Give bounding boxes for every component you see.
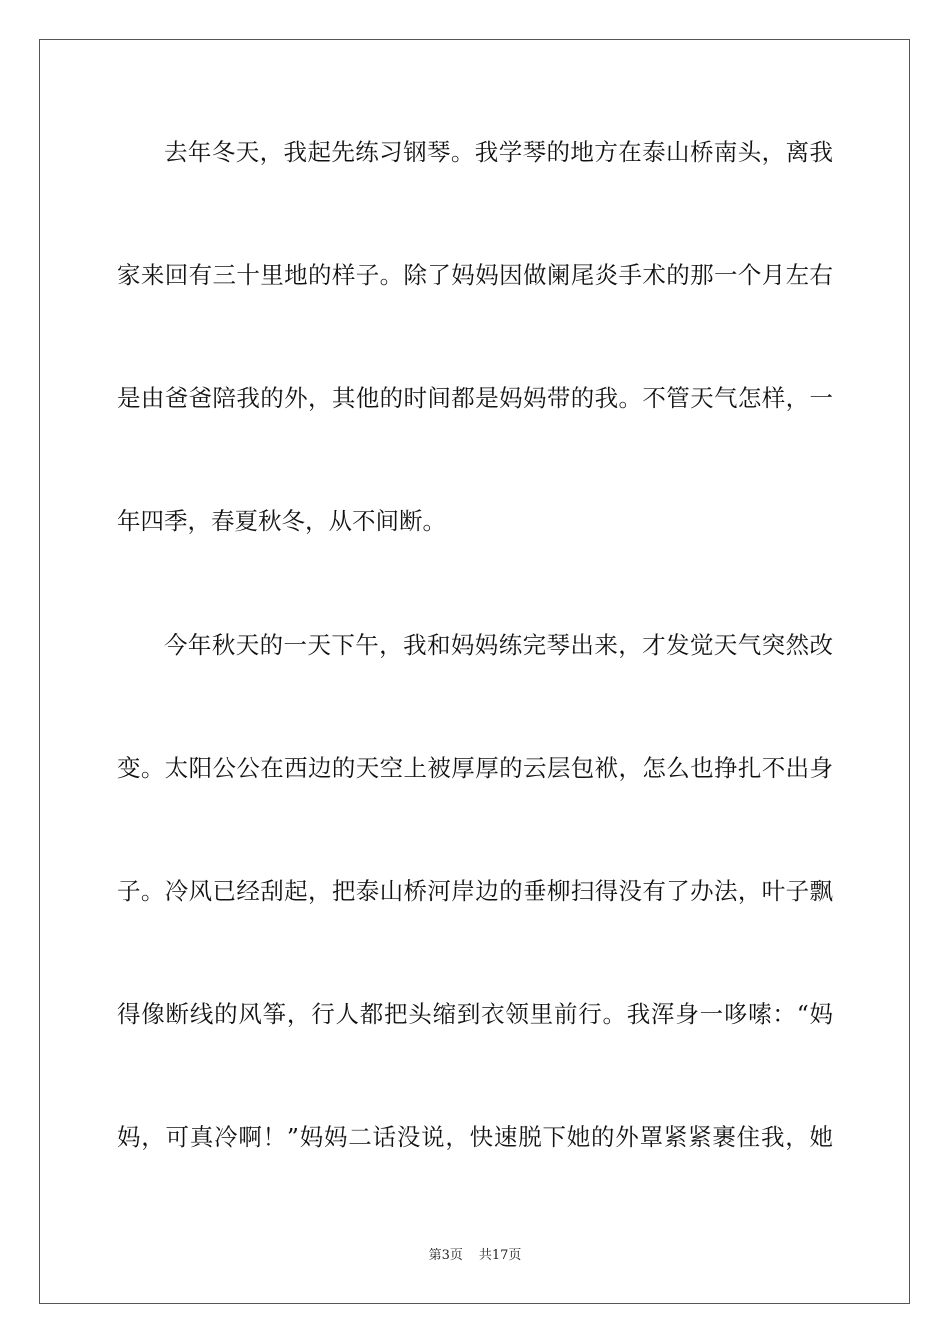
- paragraph-1-line-2: 家来回有三十里地的样子。除了妈妈因做阑尾炎手术的那一个月左右: [117, 261, 833, 289]
- page-number: 第3页: [428, 1248, 463, 1263]
- paragraph-2-line-2: 变。太阳公公在西边的天空上被厚厚的云层包袱，怎么也挣扎不出身: [117, 754, 833, 782]
- paragraph-2-line-5: 妈，可真冷啊！”妈妈二话没说，快速脱下她的外罩紧紧裹住我，她: [117, 1123, 833, 1151]
- paragraph-1-line-1: 去年冬天，我起先练习钢琴。我学琴的地方在泰山桥南头，离我: [164, 138, 833, 166]
- page-border: [39, 39, 910, 1304]
- paragraph-1-line-4: 年四季，春夏秋冬，从不间断。: [117, 507, 446, 535]
- page-total: 共17页: [478, 1248, 522, 1263]
- paragraph-2-line-4: 得像断线的风筝，行人都把头缩到衣领里前行。我浑身一哆嗦：“妈: [117, 1000, 833, 1028]
- paragraph-1-line-3: 是由爸爸陪我的外，其他的时间都是妈妈带的我。不管天气怎样，一: [117, 384, 833, 412]
- page-footer: [0, 1246, 950, 1266]
- paragraph-2-line-1: 今年秋天的一天下午，我和妈妈练完琴出来，才发觉天气突然改: [164, 631, 833, 659]
- paragraph-2-line-3: 子。冷风已经刮起，把泰山桥河岸边的垂柳扫得没有了办法，叶子飘: [117, 877, 833, 905]
